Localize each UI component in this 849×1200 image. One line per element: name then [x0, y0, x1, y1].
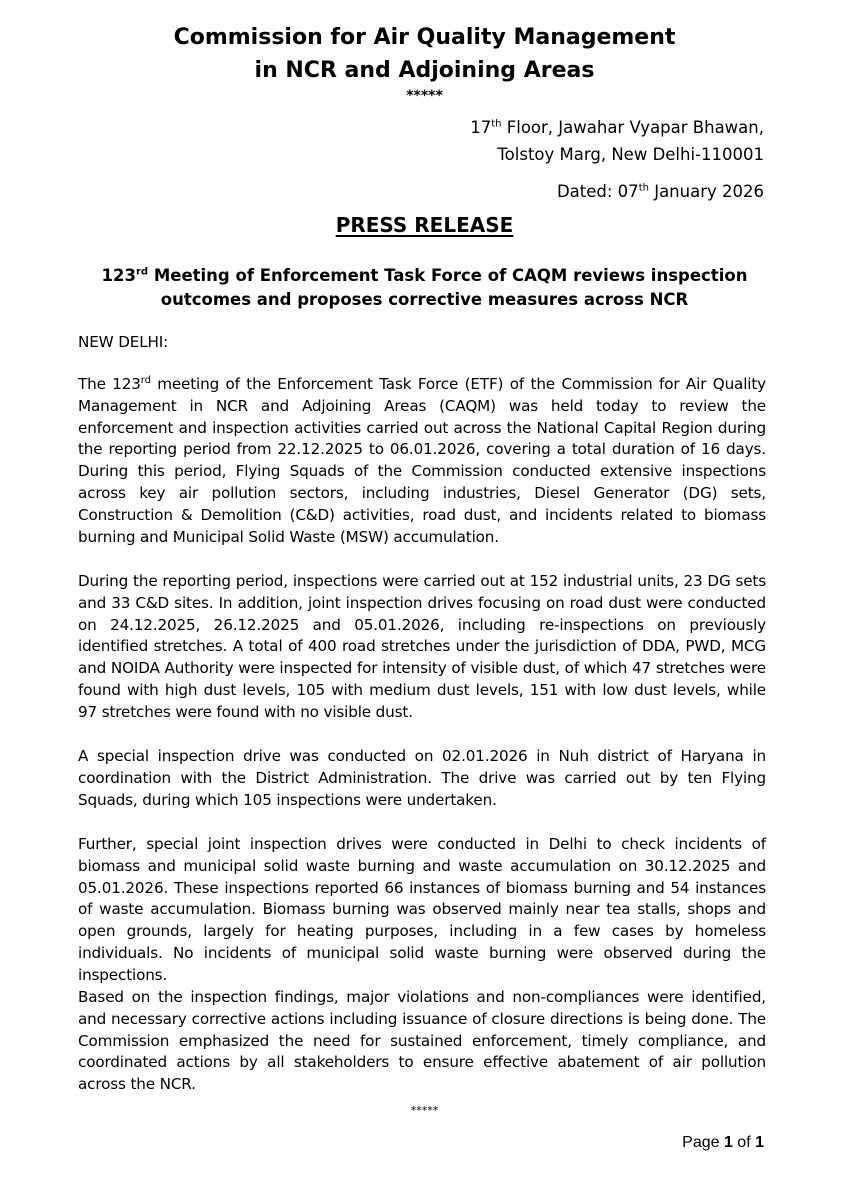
paragraph-2: During the reporting period, inspections were carried out at 152 industrial units, 23 DG sets and 33 C&D sites. In addition, joint inspection drives focusing on road dust were conducted on 24.12.2025, 26.12.2025 and 05.01.2026, including re-inspections on previously identified stretches. A total of 400 road stretches under the jurisdiction of DDA, PWD, MCG and NOIDA Authority were inspected for intensity of visible dust, of which 47 stretches were found with high dust levels, 105 with medium dust levels, 151 with low dust levels, while 97 stretches were found with no visible dust. — [78, 572, 766, 721]
headline: 123rd Meeting of Enforcement Task Force of CAQM reviews inspection outcomes and proposes corrective measures across NCR — [101, 266, 748, 309]
address-line1: 17th Floor, Jawahar Vyapar Bhawan, — [470, 118, 764, 137]
paragraph-5: Based on the inspection findings, major violations and non-compliances were identified, and necessary corrective actions including issuance of closure directions is being done. The Commission emphasized the need for sustained enforcement, timely compliance, and coordinated actions by all stakeholders to ensure effective abatement of air pollution across the NCR. — [78, 988, 766, 1094]
dateline: NEW DELHI: — [78, 333, 169, 351]
org-title-line1: Commission for Air Quality Management — [173, 25, 676, 50]
paragraph-1: The 123rd meeting of the Enforcement Task Force (ETF) of the Commission for Air Quality Management in NCR and Adjoining Areas (CAQM) was held today to review the enforcement and inspection activities carried out across the National Capital Region during the reporting period from 22.12.2025 to 06.01.2026, covering a total duration of 16 days. During this period, Flying Squads of the Commission conducted extensive inspections across key air pollution sectors, including industries, Diesel Generator (DG) sets, Construction & Demolition (C&D) activities, road dust, and incidents related to biomass burning and Municipal Solid Waste (MSW) accumulation. — [78, 374, 766, 546]
end-separator: ***** — [410, 1104, 439, 1117]
org-title-line2: in NCR and Adjoining Areas — [254, 58, 595, 83]
date-line: Dated: 07th January 2026 — [556, 182, 764, 201]
page-number: Page 1 of 1 — [682, 1134, 764, 1151]
header-separator: ***** — [406, 88, 443, 104]
paragraph-3: A special inspection drive was conducted on 02.01.2026 in Nuh district of Haryana in coordination with the District Administration. The drive was carried out by ten Flying Squads, during which 105 inspections were undertaken. — [78, 747, 766, 809]
address-line2: Tolstoy Marg, New Delhi-110001 — [497, 145, 764, 164]
press-release-title: PRESS RELEASE — [335, 213, 514, 237]
paragraph-4: Further, special joint inspection drives were conducted in Delhi to check incidents of biomass and municipal solid waste burning and waste accumulation on 30.12.2025 and 05.01.2026. These inspections reported 66 instances of biomass burning and 54 instances of waste accumulation. Biomass burning was observed mainly near tea stalls, shops and open grounds, largely for heating purposes, including in a few cases by homeless individuals. No incidents of municipal solid waste burning were observed during the inspections. — [78, 835, 766, 984]
